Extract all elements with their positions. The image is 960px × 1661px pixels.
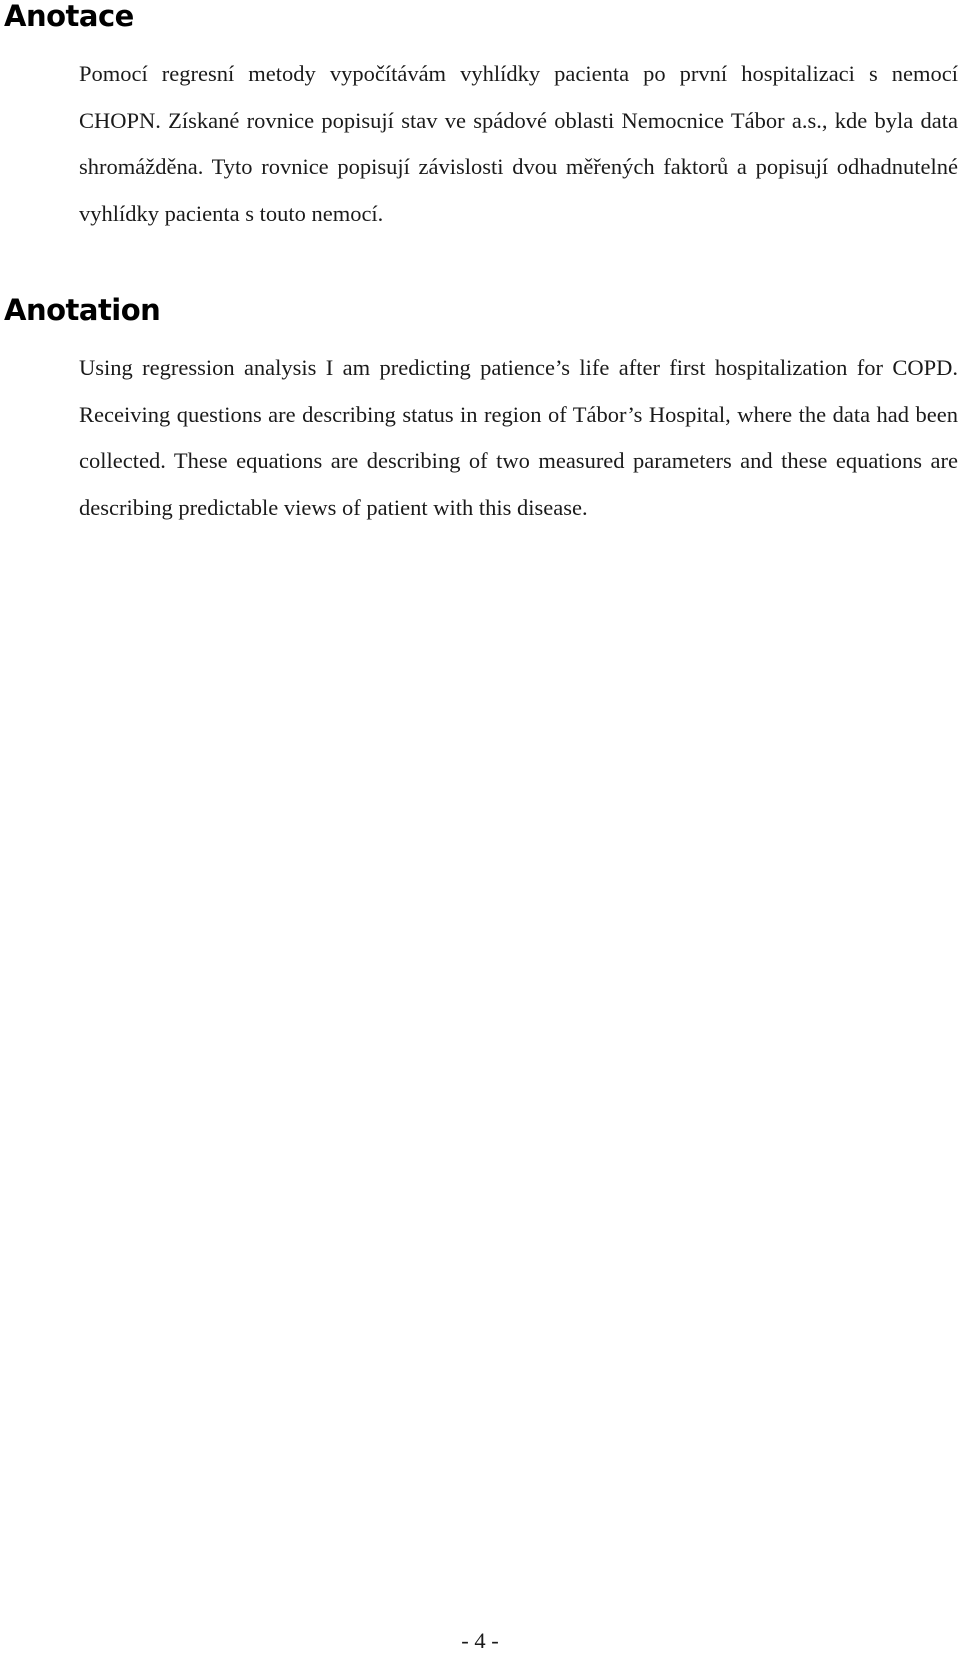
section-heading-czech: Anotace xyxy=(4,0,134,33)
abstract-paragraph-english: Using regression analysis I am predicting patience’s life after first hospitalization for COPD. Receiving questions are describing status in region of Tábor’s Hospital, where the data had been collected. These equations are describing of two measured parameters and these equations are describing predictable views of patient with this disease. xyxy=(79,355,958,520)
section-heading-english: Anotation xyxy=(4,293,161,327)
page-number: - 4 - xyxy=(461,1628,499,1653)
abstract-paragraph-czech: Pomocí regresní metody vypočítávám vyhlídky pacienta po první hospitalizaci s nemocí CHOPN. Získané rovnice popisují stav ve spádové oblasti Nemocnice Tábor a.s., kde byla data shromážděna. Tyto rovnice popisují závislosti dvou měřených faktorů a popisují odhadnutelné vyhlídky pacienta s touto nemocí. xyxy=(79,61,958,226)
